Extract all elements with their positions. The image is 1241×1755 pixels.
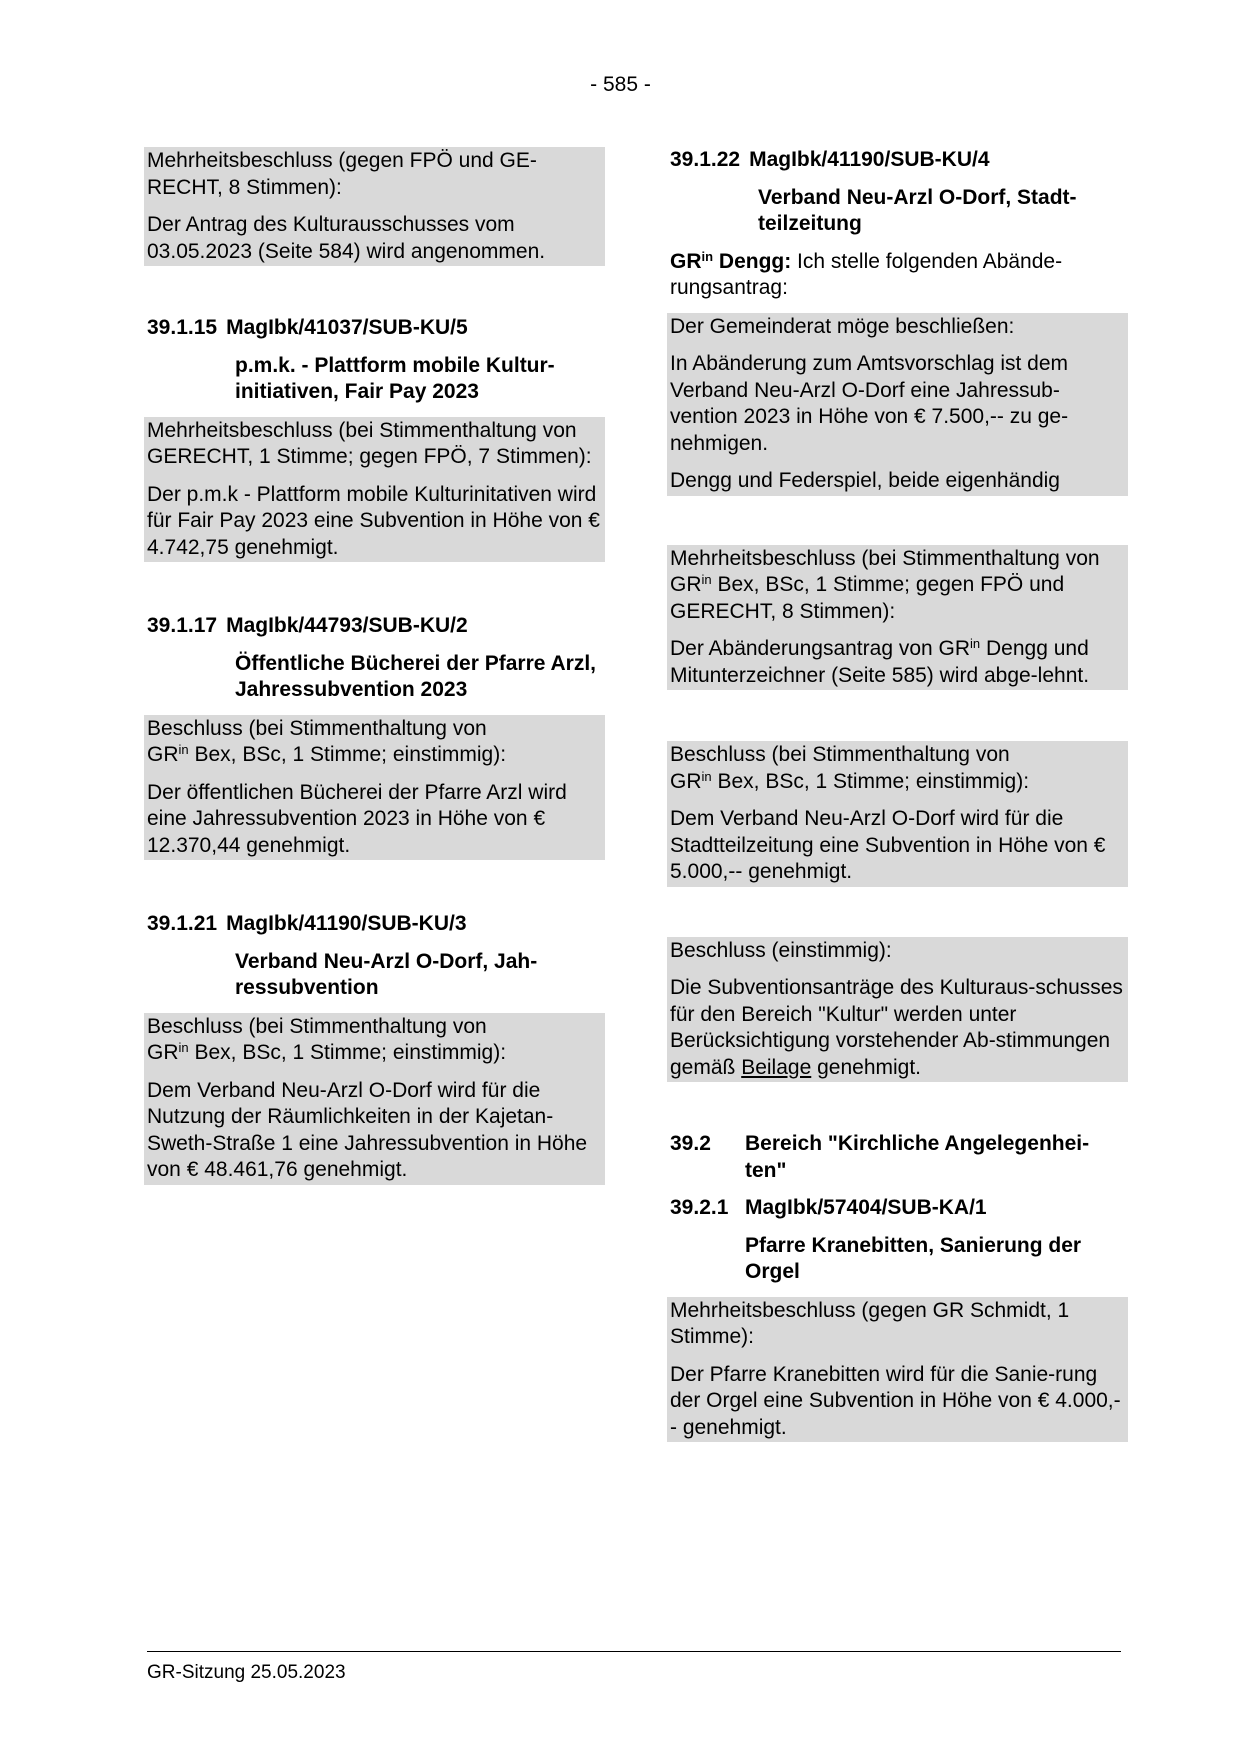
resolution-text: Mehrheitsbeschluss (bei Stimmenthaltung von $GR^{in}$ Bex, BSc, 1 Stimme; gegen FPÖ und GERECHT, 8 Stimmen): bbox=[670, 546, 1100, 623]
resolution-block bbox=[144, 715, 605, 861]
section-number: 39.2 bbox=[670, 1132, 711, 1155]
resolution-text: Beschluss (bei Stimmenthaltung von $GR^{in}$ Bex, BSc, 1 Stimme; einstimmig): bbox=[147, 1014, 507, 1064]
motion-signature: Dengg und Federspiel, beide eigenhändig bbox=[670, 469, 1060, 492]
resolution-block bbox=[144, 147, 605, 266]
resolution-text: Beschluss (bei Stimmenthaltung von $GR^{in}$ Bex, BSc, 1 Stimme; einstimmig): bbox=[147, 716, 507, 766]
resolution-text: Der p.m.k - Plattform mobile Kulturinitativen wird für Fair Pay 2023 eine Subvention in Höhe von € 4.742,75 genehmigt. bbox=[147, 482, 600, 559]
section-title: Verband Neu-Arzl O-Dorf, Jah-ressubvention bbox=[235, 949, 538, 999]
resolution-block bbox=[144, 417, 605, 563]
section-number: 39.1.17 bbox=[147, 614, 218, 637]
section-title: Pfarre Kranebitten, Sanierung der Orgel bbox=[745, 1233, 1082, 1283]
section-heading bbox=[670, 1131, 1125, 1184]
resolution-text: Der Antrag des Kulturausschusses vom 03.05.2023 (Seite 584) wird angenommen. bbox=[147, 213, 546, 263]
section-title: Verband Neu-Arzl O-Dorf, Stadt-teilzeitung bbox=[758, 185, 1077, 235]
section-number: 39.2.1 bbox=[670, 1196, 729, 1219]
resolution-text: Beschluss (einstimmig): bbox=[670, 938, 892, 962]
footer-text: GR-Sitzung 25.05.2023 bbox=[147, 1662, 346, 1683]
page-number: - 585 - bbox=[590, 73, 651, 96]
footer-divider bbox=[147, 1651, 1121, 1652]
resolution-text: Dem Verband Neu-Arzl O-Dorf wird für die Nutzung der Räumlichkeiten in der Kajetan-Sweth-Straße 1 eine Jahressubvention in Höhe von € 48.461,76 genehmigt. bbox=[147, 1078, 588, 1181]
resolution-text: Beschluss (bei Stimmenthaltung von $GR^{in}$ Bex, BSc, 1 Stimme; einstimmig): bbox=[670, 743, 1030, 793]
resolution-block bbox=[667, 741, 1128, 887]
section-heading bbox=[670, 147, 1125, 174]
section-code: MagIbk/41190/SUB-KU/3 bbox=[226, 912, 467, 935]
resolution-block bbox=[667, 545, 1128, 691]
section-code: MagIbk/41037/SUB-KU/5 bbox=[226, 316, 468, 339]
section-code: MagIbk/41190/SUB-KU/4 bbox=[749, 148, 990, 171]
motion-text: Der Gemeinderat möge beschließen: bbox=[670, 314, 1015, 338]
section-code: MagIbk/44793/SUB-KU/2 bbox=[226, 614, 468, 637]
resolution-text: Der Abänderungsantrag von $GR^{in}$ Dengg und Mitunterzeichner (Seite 585) wird abge-lehnt. bbox=[670, 636, 1090, 687]
section-heading bbox=[147, 315, 602, 342]
motion-text: In Abänderung zum Amtsvorschlag ist dem Verband Neu-Arzl O-Dorf eine Jahressub-vention 2023 in Höhe von € 7.500,-- zu ge-nehmigen. bbox=[670, 352, 1069, 455]
resolution-text: Die Subventionsanträge des Kulturaus-schusses für den Bereich "Kultur" werden unter Berücksichtigung vorstehender Ab-stimmungen gemäß Beilage genehmigt. bbox=[670, 976, 1123, 1079]
resolution-text: Dem Verband Neu-Arzl O-Dorf wird für die Stadtteilzeitung eine Subvention in Höhe von € 5.000,-- genehmigt. bbox=[670, 807, 1106, 883]
resolution-text: Mehrheitsbeschluss (bei Stimmenthaltung von GERECHT, 1 Stimme; gegen FPÖ, 7 Stimmen): bbox=[147, 418, 592, 468]
resolution-text: Der öffentlichen Bücherei der Pfarre Arzl wird eine Jahressubvention 2023 in Höhe von € 12.370,44 genehmigt. bbox=[147, 780, 567, 857]
resolution-text: Mehrheitsbeschluss (gegen GR Schmidt, 1 Stimme): bbox=[670, 1298, 1070, 1348]
resolution-text: Mehrheitsbeschluss (gegen FPÖ und GE-RECHT, 8 Stimmen): bbox=[147, 149, 537, 199]
section-title: Öffentliche Bücherei der Pfarre Arzl, Jahressubvention 2023 bbox=[235, 651, 596, 701]
section-heading bbox=[670, 1195, 1125, 1222]
section-number: 39.1.21 bbox=[147, 912, 218, 935]
resolution-block bbox=[144, 1013, 605, 1185]
resolution-block bbox=[667, 1297, 1128, 1443]
resolution-text: Der Pfarre Kranebitten wird für die Sanie-rung der Orgel eine Subvention in Höhe von € 4.000,-- genehmigt. bbox=[670, 1362, 1121, 1439]
right-column bbox=[670, 147, 1125, 1442]
motion-block bbox=[667, 313, 1128, 496]
section-heading bbox=[147, 613, 602, 640]
section-title: Bereich "Kirchliche Angelegenhei-ten" bbox=[745, 1132, 1090, 1182]
speaker-statement: $GR^{in}$ Dengg: Ich stelle folgenden Abände-rungsantrag: bbox=[670, 248, 1063, 299]
section-heading bbox=[147, 911, 602, 938]
beilage-link[interactable]: Beilage bbox=[741, 1055, 812, 1079]
resolution-block bbox=[667, 937, 1128, 1083]
section-title: p.m.k. - Plattform mobile Kultur-initiativen, Fair Pay 2023 bbox=[235, 353, 555, 403]
section-number: 39.1.15 bbox=[147, 316, 218, 339]
section-number: 39.1.22 bbox=[670, 148, 741, 171]
section-code: MagIbk/57404/SUB-KA/1 bbox=[745, 1196, 987, 1219]
left-column bbox=[147, 147, 602, 1185]
